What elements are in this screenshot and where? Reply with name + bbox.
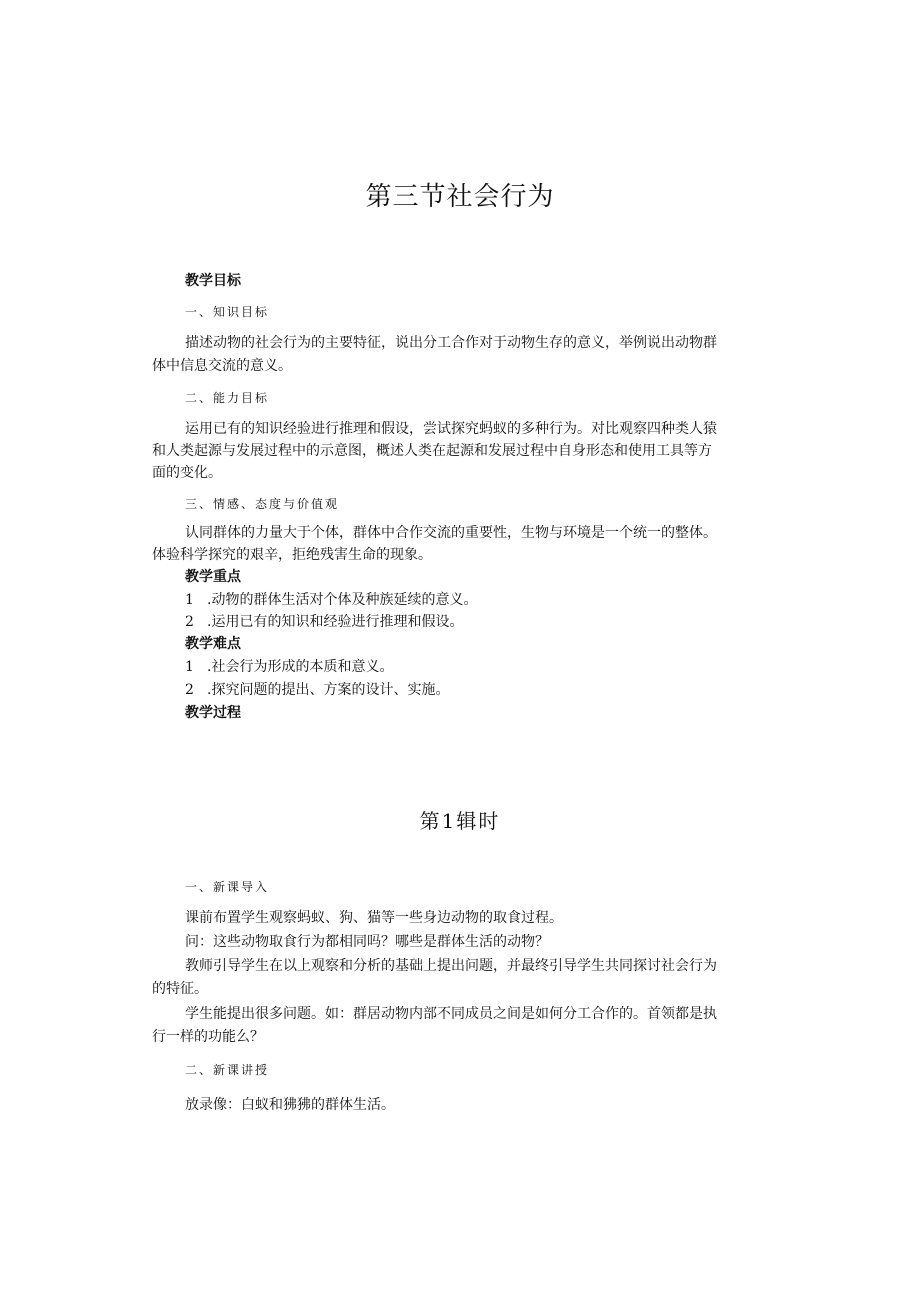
difficulty-number: 1 xyxy=(185,659,194,675)
difficulty-item xyxy=(185,657,393,677)
emotion-goal-text-line1: 认同群体的力量大于个体，群体中合作交流的重要性，生物与环境是一个统一的整体。 xyxy=(185,525,717,541)
intro-heading: 一、新课导入 xyxy=(185,880,270,894)
teaching-heading: 二、新课讲授 xyxy=(185,1063,270,1077)
knowledge-goal-heading: 一、知识目标 xyxy=(185,305,270,319)
teaching-paragraph-1: 放录像：白蚁和狒狒的群体生活。 xyxy=(185,1097,395,1113)
difficulty-number: 2 xyxy=(185,682,194,698)
intro-paragraph-3-line1: 教师引导学生在以上观察和分析的基础上提出问题，并最终引导学生共同探讨社会行为 xyxy=(185,958,717,974)
key-point-number: 1 xyxy=(185,592,194,608)
ability-goal-heading: 二、能力目标 xyxy=(185,391,270,405)
key-point-item xyxy=(185,612,463,632)
key-point-item xyxy=(185,590,477,610)
intro-paragraph-3-line2: 的特征。 xyxy=(152,981,208,997)
page-title: 第三节社会行为 xyxy=(365,182,555,212)
difficulty-text: .探究问题的提出、方案的设计、实施。 xyxy=(207,682,450,698)
knowledge-goal-text-line1: 描述动物的社会行为的主要特征，说出分工合作对于动物生存的意义，举例说出动物群 xyxy=(185,335,717,351)
difficulty-item xyxy=(185,680,449,700)
intro-paragraph-4-line1: 学生能提出很多问题。如：群居动物内部不同成员之间是如何分工合作的。首领都是执 xyxy=(185,1006,717,1022)
key-point-text: .动物的群体生活对个体及种族延续的意义。 xyxy=(207,592,478,608)
emotion-goal-text-line2: 体验科学探究的艰辛，拒绝残害生命的现象。 xyxy=(152,547,432,563)
knowledge-goal-text-line2: 体中信息交流的意义。 xyxy=(152,358,292,374)
ability-goal-text-line1: 运用已有的知识经验进行推理和假设，尝试探究蚂蚁的多种行为。对比观察四种类人猿 xyxy=(185,421,717,437)
key-point-number: 2 xyxy=(185,614,194,630)
goals-heading: 教学目标 xyxy=(185,273,241,289)
intro-paragraph-2: 问：这些动物取食行为都相同吗？哪些是群体生活的动物？ xyxy=(185,934,549,950)
difficulties-heading: 教学难点 xyxy=(185,636,241,652)
key-point-text: .运用已有的知识和经验进行推理和假设。 xyxy=(207,614,464,630)
lesson-title: 第1辑时 xyxy=(419,809,501,833)
ability-goal-text-line2: 和人类起源与发展过程中的示意图，概述人类在起源和发展过程中自身形态和使用工具等方 xyxy=(152,443,712,459)
intro-paragraph-4-line2: 行一样的功能么？ xyxy=(152,1029,264,1045)
process-heading: 教学过程 xyxy=(185,705,241,721)
key-points-heading: 教学重点 xyxy=(185,569,241,585)
ability-goal-text-line3: 面的变化。 xyxy=(152,465,222,481)
intro-paragraph-1: 课前布置学生观察蚂蚁、狗、猫等一些身边动物的取食过程。 xyxy=(185,910,563,926)
emotion-goal-heading: 三、情感、态度与价值观 xyxy=(185,497,340,511)
difficulty-text: .社会行为形成的本质和意义。 xyxy=(207,659,394,675)
